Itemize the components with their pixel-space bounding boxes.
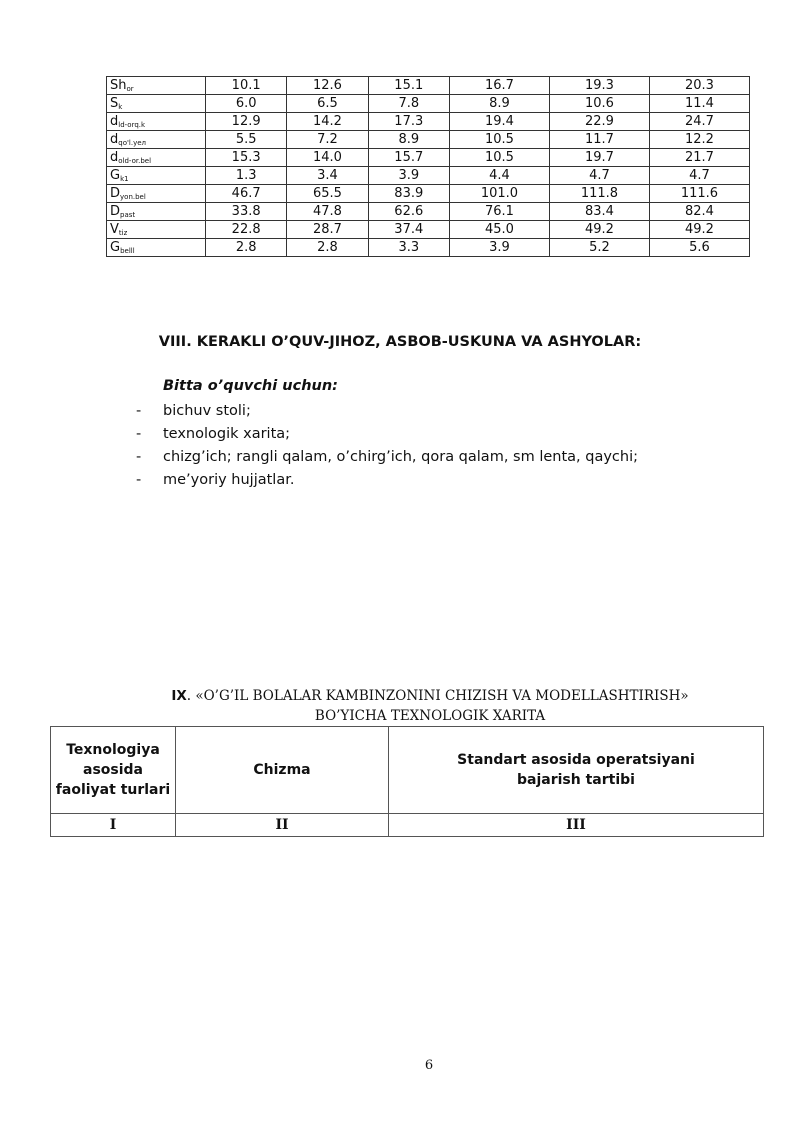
table-row xyxy=(107,221,750,239)
measurement-value: 83.4 xyxy=(549,203,649,221)
measurement-value: 83.9 xyxy=(368,185,449,203)
measurement-value: 111.6 xyxy=(649,185,749,203)
table-row xyxy=(107,185,750,203)
measurement-value: 20.3 xyxy=(649,77,749,95)
section-9-title-line-1 xyxy=(0,686,800,706)
measurement-value: 14.0 xyxy=(287,149,368,167)
column-number-2: II xyxy=(176,814,389,837)
measurement-value: 14.2 xyxy=(287,113,368,131)
measurement-value: 6.5 xyxy=(287,95,368,113)
measurement-value: 12.9 xyxy=(206,113,287,131)
measurement-value: 45.0 xyxy=(449,221,549,239)
table-row xyxy=(107,131,750,149)
measurement-value: 19.7 xyxy=(549,149,649,167)
list-item xyxy=(136,446,638,469)
measurement-subscript: k1 xyxy=(120,175,129,183)
measurement-symbol: d xyxy=(110,114,119,129)
measurement-label xyxy=(107,221,206,239)
measurement-value: 19.4 xyxy=(449,113,549,131)
measurement-subscript: yon.bel xyxy=(120,193,146,201)
measurement-value: 11.7 xyxy=(549,131,649,149)
measurement-value: 7.2 xyxy=(287,131,368,149)
measurement-symbol: D xyxy=(110,186,121,201)
measurement-value: 76.1 xyxy=(449,203,549,221)
measurement-value: 15.3 xyxy=(206,149,287,167)
header-drawing: Chizma xyxy=(176,727,389,814)
table-row xyxy=(107,77,750,95)
table-row xyxy=(107,239,750,257)
measurement-value: 3.9 xyxy=(449,239,549,257)
measurement-value: 33.8 xyxy=(206,203,287,221)
table-numbering-row xyxy=(51,814,764,837)
measurement-value: 82.4 xyxy=(649,203,749,221)
section-9-title-line-2: BO’YICHA TEXNOLOGIK XARITA xyxy=(314,708,546,724)
list-item-text: texnologik xarita; xyxy=(163,426,291,442)
measurement-value: 21.7 xyxy=(649,149,749,167)
measurement-value: 16.7 xyxy=(449,77,549,95)
measurement-subscript: or xyxy=(126,85,134,93)
measurement-symbol: d xyxy=(110,150,119,165)
measurement-value: 49.2 xyxy=(549,221,649,239)
table-row xyxy=(107,203,750,221)
measurement-value: 10.1 xyxy=(206,77,287,95)
list-bullet: - xyxy=(136,472,142,488)
list-item xyxy=(136,469,638,492)
measurement-subscript: k xyxy=(118,103,123,111)
measurement-label xyxy=(107,113,206,131)
measurement-value: 5.6 xyxy=(649,239,749,257)
column-number-1: I xyxy=(51,814,176,837)
measurement-value: 28.7 xyxy=(287,221,368,239)
list-bullet: - xyxy=(136,426,142,442)
header-operation-order-text: Standart asosida operatsiyani bajarish tartibi xyxy=(457,752,695,788)
measurement-value: 22.9 xyxy=(549,113,649,131)
measurement-label xyxy=(107,77,206,95)
list-item-text: chizg’ich; rangli qalam, o’chirg’ich, qora qalam, sm lenta, qaychi; xyxy=(163,449,638,465)
measurement-value: 37.4 xyxy=(368,221,449,239)
measurement-value: 10.5 xyxy=(449,149,549,167)
measurement-label xyxy=(107,239,206,257)
list-bullet: - xyxy=(136,403,142,419)
measurement-value: 65.5 xyxy=(287,185,368,203)
measurement-value: 2.8 xyxy=(287,239,368,257)
table-row xyxy=(107,167,750,185)
section-9-number: IX xyxy=(171,688,187,704)
measurement-value: 3.4 xyxy=(287,167,368,185)
measurement-subscript: belll xyxy=(120,247,135,255)
list-item xyxy=(136,400,638,423)
measurement-value: 8.9 xyxy=(368,131,449,149)
measurement-value: 101.0 xyxy=(449,185,549,203)
measurement-value: 7.8 xyxy=(368,95,449,113)
section-9-title-text: . «O’G’IL BOLALAR KAMBINZONINI CHIZISH VA MODELLASHTIRISH» xyxy=(186,688,689,704)
measurement-value: 24.7 xyxy=(649,113,749,131)
equipment-list xyxy=(136,400,638,492)
measurement-value: 4.4 xyxy=(449,167,549,185)
measurement-subscript: old-or.bel xyxy=(118,157,152,165)
measurement-symbol: V xyxy=(110,222,119,237)
measurement-value: 22.8 xyxy=(206,221,287,239)
table-row xyxy=(107,149,750,167)
measurement-subscript: tiz xyxy=(118,229,128,237)
measurement-value: 12.2 xyxy=(649,131,749,149)
measurement-label xyxy=(107,203,206,221)
list-item-text: bichuv stoli; xyxy=(163,403,251,419)
measurement-value: 1.3 xyxy=(206,167,287,185)
measurement-value: 8.9 xyxy=(449,95,549,113)
measurement-value: 10.5 xyxy=(449,131,549,149)
measurement-label xyxy=(107,131,206,149)
section-8-subheading: Bitta o’quvchi uchun: xyxy=(163,378,338,394)
measurement-value: 3.9 xyxy=(368,167,449,185)
measurement-value: 5.5 xyxy=(206,131,287,149)
measurement-value: 11.4 xyxy=(649,95,749,113)
measurement-value: 49.2 xyxy=(649,221,749,239)
measurement-value: 111.8 xyxy=(549,185,649,203)
measurement-value: 3.3 xyxy=(368,239,449,257)
header-operation-order xyxy=(389,727,764,814)
header-activity-types: Texnologiya asosida faoliyat turlari xyxy=(51,727,176,814)
measurement-value: 17.3 xyxy=(368,113,449,131)
measurements-table-body xyxy=(107,77,750,257)
measurement-value: 62.6 xyxy=(368,203,449,221)
measurement-symbol: Sh xyxy=(110,78,127,93)
measurement-value: 12.6 xyxy=(287,77,368,95)
list-item-text: me’yoriy hujjatlar. xyxy=(163,472,295,488)
technological-map-table xyxy=(50,726,764,837)
page-number: 6 xyxy=(424,1058,434,1073)
measurement-value: 15.7 xyxy=(368,149,449,167)
measurement-subscript: past xyxy=(120,211,136,219)
section-8-title: VIII. KERAKLI O’QUV-JIHOZ, ASBOB-USKUNA VA ASHYOLAR: xyxy=(158,334,642,350)
measurement-label xyxy=(107,95,206,113)
measurement-value: 15.1 xyxy=(368,77,449,95)
measurement-value: 47.8 xyxy=(287,203,368,221)
table-row xyxy=(107,113,750,131)
measurement-symbol: D xyxy=(110,204,121,219)
column-number-3: III xyxy=(389,814,764,837)
table-header-row xyxy=(51,727,764,814)
list-bullet: - xyxy=(136,449,142,465)
measurement-label xyxy=(107,185,206,203)
measurement-subscript: qo'l.yeл xyxy=(118,139,147,147)
measurement-value: 10.6 xyxy=(549,95,649,113)
measurement-symbol: G xyxy=(110,240,121,255)
measurement-value: 6.0 xyxy=(206,95,287,113)
measurement-value: 5.2 xyxy=(549,239,649,257)
measurement-symbol: G xyxy=(110,168,121,183)
measurements-table xyxy=(106,76,750,257)
list-item xyxy=(136,423,638,446)
measurement-value: 2.8 xyxy=(206,239,287,257)
measurement-value: 4.7 xyxy=(549,167,649,185)
table-row xyxy=(107,95,750,113)
measurement-symbol: S xyxy=(110,96,119,111)
measurement-value: 4.7 xyxy=(649,167,749,185)
measurement-value: 46.7 xyxy=(206,185,287,203)
measurement-label xyxy=(107,167,206,185)
section-9-title xyxy=(0,686,800,726)
measurement-value: 19.3 xyxy=(549,77,649,95)
measurement-subscript: ld-orq.k xyxy=(118,121,146,129)
measurement-symbol: d xyxy=(110,132,119,147)
measurement-label xyxy=(107,149,206,167)
